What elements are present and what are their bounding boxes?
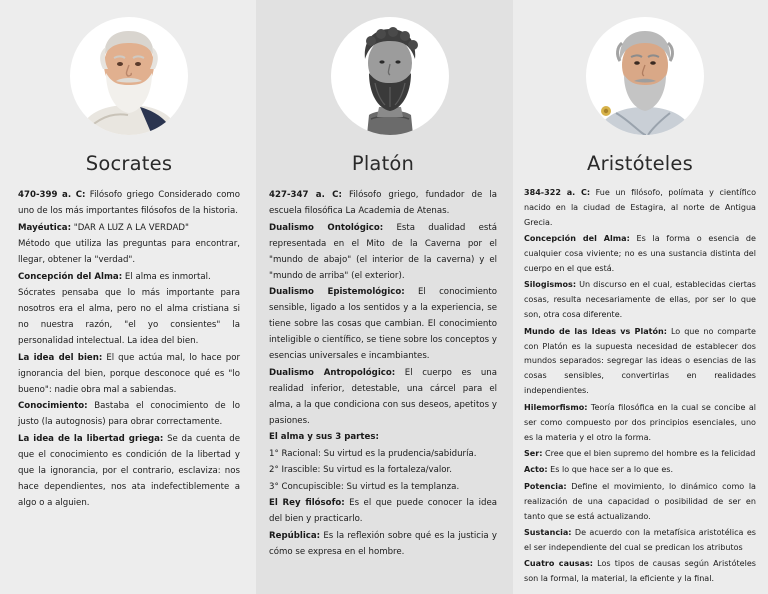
text-block — [524, 526, 756, 556]
bio-text-socrates — [18, 187, 240, 511]
text-block — [18, 398, 240, 430]
block-text: Define el movimiento, lo dinámico como la realización de una capacidad o posibilidad de ser en tanto que se está actualizando. — [524, 481, 756, 521]
text-block — [269, 446, 497, 462]
text-block — [18, 285, 240, 349]
block-text: Un discurso en el cual, establecidas ciertas cosas, resulta necesariamente de ellas, por ser lo que son, otra cosa diferente. — [524, 280, 756, 320]
text-block — [18, 220, 240, 236]
block-text: Es la forma o esencia de cualquier cosa viviente; no es una sustancia distinta del cuerpo en el que está. — [524, 234, 756, 274]
block-text: 3° Concupiscible: Su virtud es la templanza. — [269, 481, 460, 492]
philosopher-name-platon: Platón — [351, 152, 415, 175]
text-block — [524, 447, 756, 462]
text-block — [269, 429, 497, 445]
text-block — [18, 431, 240, 511]
block-text: Cree que el bien supremo del hombre es la felicidad — [542, 448, 756, 458]
plato-bust-icon — [331, 17, 449, 135]
text-block — [269, 479, 497, 495]
block-label: Potencia: — [524, 481, 567, 491]
block-label: 384-322 a. C: — [524, 188, 591, 197]
block-text: Es la reflexión sobre qué es la justicia y cómo se expresa en el hombre. — [269, 530, 497, 557]
block-text: Esta dualidad está representada en el Mito de la Caverna por el "mundo de abajo" (el interior de la caverna) y el "mundo de arriba" (el exterior). — [269, 222, 497, 281]
block-text: El alma es inmortal. — [122, 271, 211, 282]
text-block — [18, 187, 240, 219]
block-text: "DAR A LUZ A LA VERDAD" — [71, 222, 189, 233]
block-label: Mayéutica: — [18, 222, 72, 233]
text-block — [269, 462, 497, 478]
block-label: Conocimiento: — [18, 401, 88, 411]
aristotle-bust-icon — [586, 17, 704, 135]
text-block — [524, 325, 756, 400]
bio-text-aristoteles — [524, 186, 756, 587]
block-label: Dualismo Antropológico: — [269, 367, 396, 378]
portrait-socrates — [70, 17, 188, 135]
block-text: Sócrates pensaba que lo más importante para nosotros era el alma, pero no el alma cristiana si no nuestra razón, "el yo consientes" la personalidad intelectual. La idea del bien. — [18, 288, 240, 346]
block-text: Método que utiliza las preguntas para encontrar, llegar, obtener la "verdad". — [18, 239, 240, 265]
block-label: Mundo de las Ideas vs Platón: — [524, 326, 667, 336]
block-label: Silogismos: — [524, 280, 577, 290]
text-block — [269, 495, 497, 527]
philosopher-name-aristoteles: Aristóteles — [587, 152, 693, 175]
column-aristoteles — [513, 0, 768, 594]
text-block — [269, 528, 497, 560]
block-label: República: — [269, 530, 321, 541]
block-label: Concepción del Alma: — [524, 234, 630, 244]
block-label: 470-399 a. C: — [18, 190, 86, 200]
text-block — [524, 186, 756, 231]
text-block — [18, 350, 240, 398]
bio-text-platon — [269, 187, 497, 560]
block-label: Dualismo Ontológico: — [269, 222, 384, 233]
block-text: El que actúa mal, lo hace por ignorancia del bien, porque desconoce qué es "lo bueno": nadie obra mal a sabiendas. — [18, 352, 240, 395]
block-text: Los tipos de causas según Aristóteles son la formal, la material, la eficiente y la final. — [524, 559, 756, 584]
text-block — [269, 220, 497, 284]
block-label: Ser: — [524, 448, 543, 458]
portrait-aristoteles — [586, 17, 704, 135]
block-label: Dualismo Epistemológico: — [269, 287, 405, 297]
text-block — [524, 232, 756, 277]
text-block — [269, 187, 497, 219]
block-text: Se da cuenta de que el conocimiento es condición de la libertad y que la ignorancia, por el contrario, esclaviza: nos hace dependientes, nos ata indefectiblemente a algo o a alguien. — [18, 433, 240, 508]
block-label: Hilemorfismo: — [524, 402, 588, 412]
block-label: Acto: — [524, 465, 548, 475]
block-text: Teoría filosófica en la cual se concibe al ser como compuesto por dos principios esenciales, uno es la materia y el otro la forma. — [524, 402, 756, 442]
block-label: El alma y sus 3 partes: — [269, 432, 379, 442]
column-socrates — [0, 0, 256, 594]
block-label: 427-347 a. C: — [269, 190, 342, 200]
block-text: Es lo que hace ser a lo que es. — [547, 465, 674, 475]
block-text: Filósofo griego Considerado como uno de los más importantes filósofos de la historia. — [18, 190, 240, 216]
column-platon — [256, 0, 513, 594]
text-block — [18, 269, 240, 285]
text-block — [524, 401, 756, 446]
philosopher-name-socrates: Socrates — [85, 152, 173, 175]
block-text: 1° Racional: Su virtud es la prudencia/sabiduría. — [269, 448, 477, 459]
text-block — [269, 365, 497, 429]
block-text: Es el que puede conocer la idea del bien y practicarlo. — [269, 498, 498, 524]
block-text: El conocimiento sensible, ligado a los sentidos y a la experiencia, se tiene sobre las cosas que cambian. El conocimiento inteligible o científico, se tiene sobre los conceptos y esencias universales e incambiantes. — [269, 287, 498, 361]
text-block — [524, 480, 756, 525]
text-block — [524, 557, 756, 587]
text-block — [269, 284, 497, 364]
portrait-platon — [331, 17, 449, 135]
block-text: Filósofo griego, fundador de la escuela filosófica La Academia de Atenas. — [269, 190, 497, 216]
block-label: El Rey filósofo: — [269, 498, 345, 508]
block-text: El cuerpo es una realidad inferior, detestable, una cárcel para el alma, a la que condiciona con sus deseos, apetitos y pasiones. — [269, 367, 497, 426]
block-label: Concepción del Alma: — [18, 271, 123, 282]
block-label: La idea del bien: — [18, 352, 103, 363]
text-block — [524, 463, 756, 478]
block-label: Cuatro causas: — [524, 559, 593, 569]
block-text: Lo que no comparte con Platón es la supuesta necesidad de establecer dos mundos separados: segregar las ideas o esencias de las cosas sensibles, convertirlas en realidades independientes. — [524, 326, 756, 396]
block-label: Sustancia: — [524, 527, 572, 537]
block-label: La idea de la libertad griega: — [18, 433, 164, 444]
block-text: 2° Irascible: Su virtud es la fortaleza/valor. — [269, 465, 452, 475]
text-block — [524, 278, 756, 323]
block-text: Fue un filósofo, polímata y científico nacido en la ciudad de Estagira, al norte de Antigua Grecia. — [524, 188, 756, 227]
block-text: De acuerdo con la metafísica aristotélica es el ser independiente del cual se predican los atributos — [524, 527, 756, 552]
block-text: Bastaba el conocimiento de lo justo (la autognosis) para obrar correctamente. — [18, 401, 240, 427]
text-block — [18, 236, 240, 268]
socrates-bust-icon — [70, 17, 188, 135]
